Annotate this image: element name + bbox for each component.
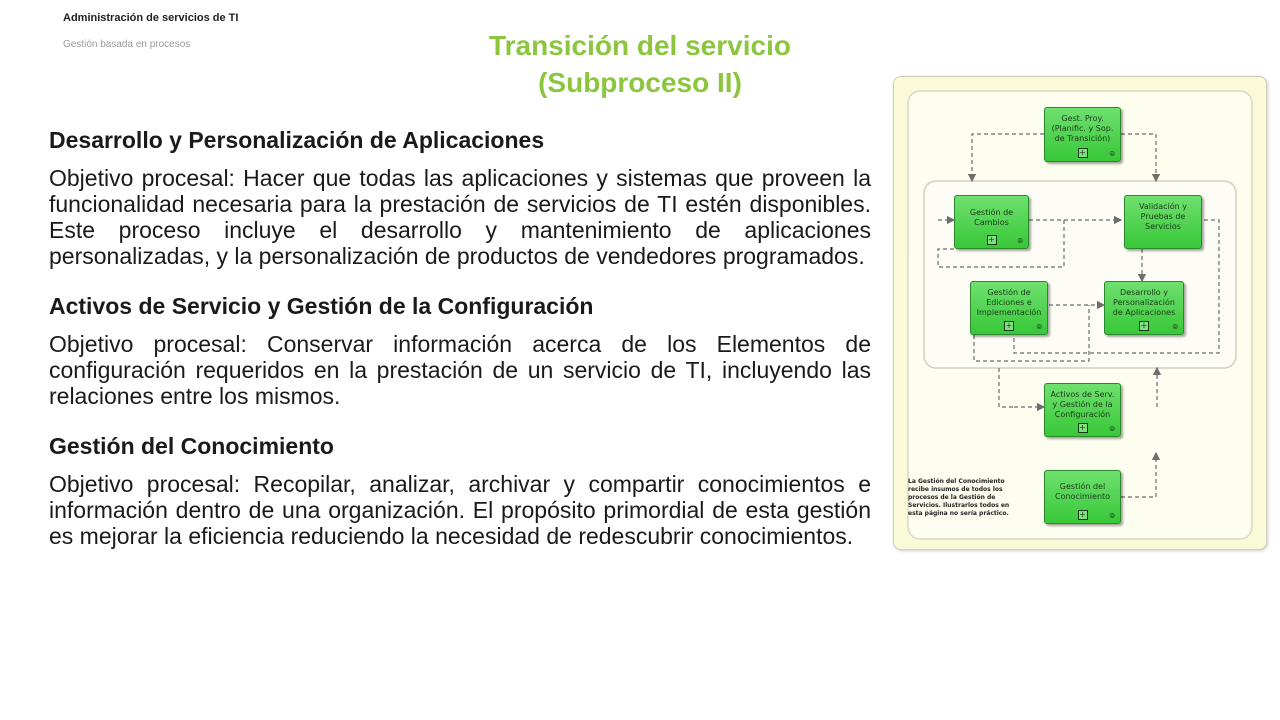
slide-title-line2: (Subproceso II) <box>538 67 742 98</box>
section-heading: Gestión del Conocimiento <box>49 433 334 459</box>
subprocess-icon: ⦾ <box>1017 237 1023 245</box>
section-heading: Desarrollo y Personalización de Aplicaciones <box>49 127 545 153</box>
subprocess-icon: ⦾ <box>1109 512 1115 520</box>
subprocess-icon: ⦾ <box>1036 323 1042 331</box>
node-validacion: Validación y Pruebas de Servicios <box>1124 195 1202 249</box>
course-subtitle: Gestión basada en procesos <box>63 39 191 50</box>
expand-icon: + <box>1079 423 1086 432</box>
section-conocimiento <box>49 431 871 549</box>
subprocess-icon: ⦾ <box>1109 425 1115 433</box>
diagram-note: La Gestión del Conocimiento recibe insumos de todos los procesos de la Gestión de Servicios. Ilustrarlos todos en esta página no sería práctico. <box>908 478 1010 517</box>
node-ediciones: Gestión de Ediciones e Implementación + ⦾ <box>970 281 1048 335</box>
node-gest-proy: Gest. Proy. (Planific. y Sop. de Transición) + ⦾ <box>1044 107 1121 162</box>
node-activos: Activos de Serv. y Gestión de la Configuración + ⦾ <box>1044 383 1121 437</box>
node-desarrollo: Desarrollo y Personalización de Aplicaciones + ⦾ <box>1104 281 1184 335</box>
course-title: Administración de servicios de TI <box>63 12 239 24</box>
expand-icon: + <box>1005 321 1013 330</box>
expand-icon: + <box>1140 321 1148 330</box>
section-body: Objetivo procesal: Hacer que todas las aplicaciones y sistemas que proveen la funcionalidad necesaria para la prestación de servicios de TI estén disponibles. Este proceso incluye el desarrollo y mantenimiento de aplicaciones personalizadas, y la personalización de productos de vendedores programados. <box>49 165 871 269</box>
expand-icon: + <box>1079 148 1086 157</box>
subprocess-icon: ⦾ <box>1109 150 1115 158</box>
expand-icon: + <box>988 235 995 244</box>
slide-title <box>430 27 850 101</box>
section-body: Objetivo procesal: Recopilar, analizar, archivar y compartir conocimientos e información dentro de una organización. El propósito primordial de esta gestión es mejorar la eficiencia reduciendo la necesidad de redescubrir conocimientos. <box>49 471 871 549</box>
expand-icon: + <box>1079 510 1086 519</box>
section-activos <box>49 291 871 409</box>
node-gestion-cambios: Gestión de Cambios + ⦾ <box>954 195 1029 249</box>
node-conocimiento: Gestión del Conocimiento + ⦾ <box>1044 470 1121 524</box>
process-diagram <box>893 76 1267 550</box>
section-heading: Activos de Servicio y Gestión de la Configuración <box>49 293 594 319</box>
slide-title-line1: Transición del servicio <box>489 30 791 61</box>
section-body: Objetivo procesal: Conservar información acerca de los Elementos de configuración requeridos en la prestación de un servicio de TI, incluyendo las relaciones entre los mismos. <box>49 331 871 409</box>
section-desarrollo <box>49 125 871 269</box>
content-area <box>49 125 871 571</box>
subprocess-icon: ⦾ <box>1172 323 1178 331</box>
